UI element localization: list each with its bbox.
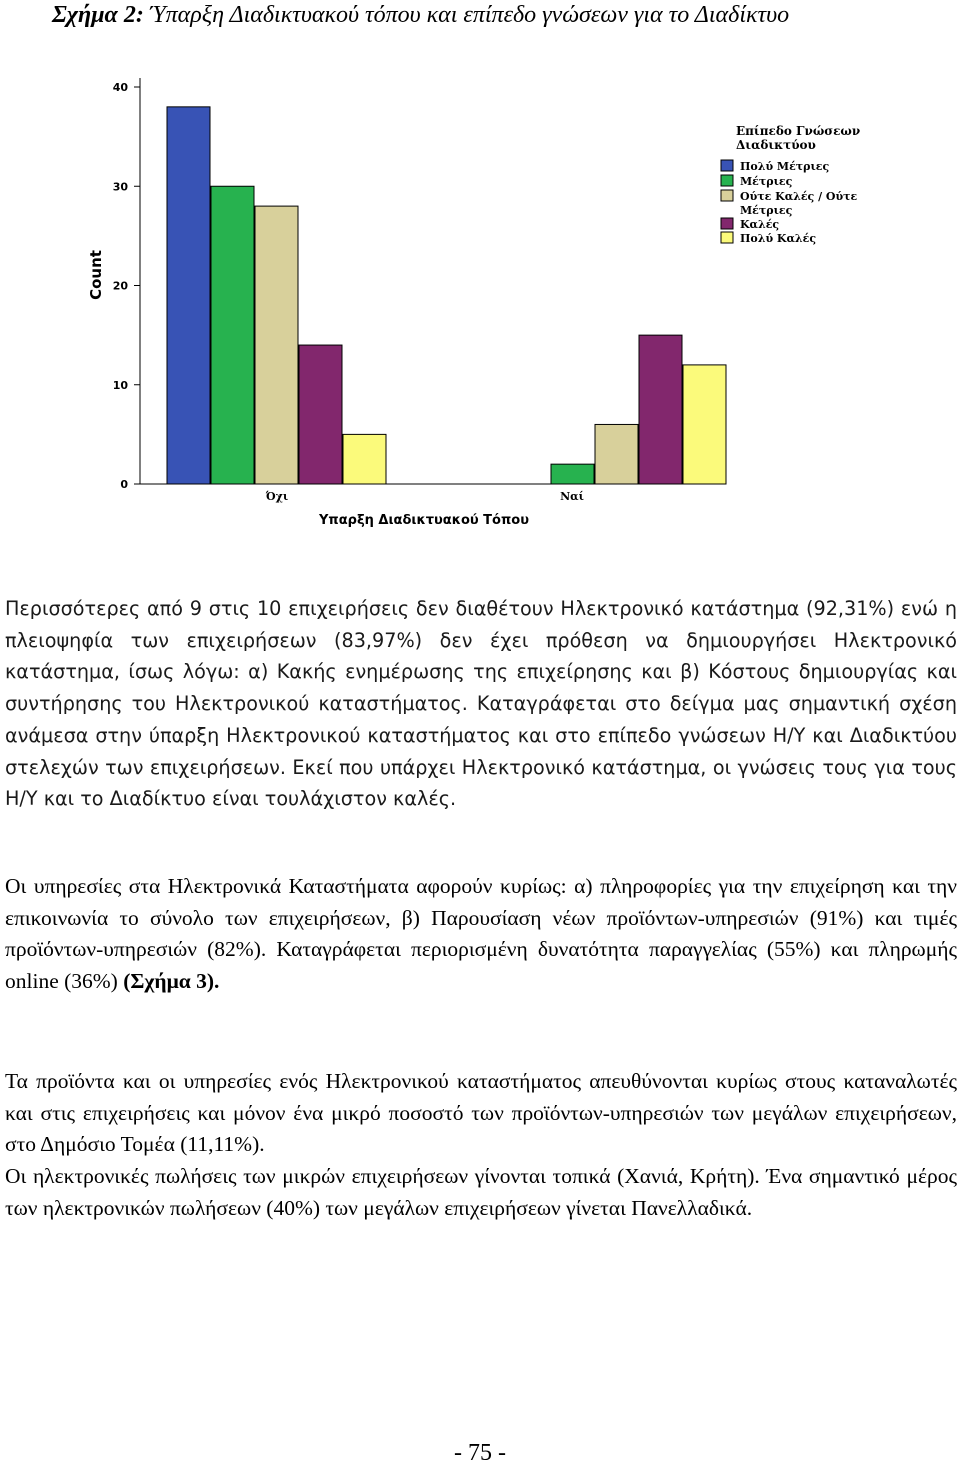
legend-swatch bbox=[721, 218, 733, 229]
legend-title-line1: Επίπεδο Γνώσεων bbox=[736, 124, 861, 138]
legend-label: Μέτριες bbox=[740, 175, 793, 188]
x-category-label: Ναί bbox=[560, 490, 584, 503]
y-tick-label: 0 bbox=[120, 478, 128, 491]
bar bbox=[343, 434, 386, 484]
y-tick-label: 10 bbox=[112, 378, 128, 392]
paragraph-1: Περισσότερες από 9 στις 10 επιχειρήσεις δεν διαθέτουν Ηλεκτρονικό κατάστημα (92,31%) ενώ η πλειοψηφία των επιχειρήσεων (83,97%) δεν έχει πρόθεση να δημιουργήσει Ηλεκτρονικό κατάστημα, ίσως λόγω: α) Κακής ενημέρωσης της επιχείρησης και β) Κόστους δημιουργίας και συντήρησης του Ηλεκτρονικού καταστήματος. Καταγράφεται στο δείγμα μας σημαντική σχέση ανάμεσα στην ύπαρξη Ηλεκτρονικού καταστήματος και στο επίπεδο γνώσεων Η/Υ και Διαδικτύου στελεχών των επιχειρήσεων. Εκεί που υπάρχει Ηλεκτρονικό κατάστημα, οι γνώσεις τους για τους Η/Υ και το Διαδίκτυο είναι τουλάχιστον καλές. bbox=[5, 597, 957, 811]
y-tick-label: 40 bbox=[112, 81, 128, 94]
figure-3-reference: (Σχήμα 3). bbox=[123, 969, 220, 994]
page-number: - 75 - bbox=[454, 1440, 506, 1466]
legend-swatch bbox=[721, 175, 733, 186]
y-tick-label: 30 bbox=[112, 180, 128, 194]
paragraph-2-text: Οι υπηρεσίες στα Ηλεκτρονικά Καταστήματα αφορούν κυρίως: α) πληροφορίες για την επιχείρηση και την επικοινωνία το σύνολο των επιχειρήσεων, β) Παρουσίαση νέων προϊόντων-υπηρεσιών (91%) και τιμές προϊόντων-υπηρεσιών (82%). Καταγράφεται περιορισμένη δυνατότητα παραγγελίας (55%) και πληρωμής online (36%) bbox=[5, 874, 957, 994]
legend-label: Ούτε Καλές / Ούτε bbox=[740, 190, 858, 203]
legend-title-line2: Διαδικτύου bbox=[736, 138, 816, 152]
legend-label: Πολύ Καλές bbox=[740, 232, 817, 245]
paragraph-2 bbox=[5, 871, 957, 998]
x-axis-label: Υπαρξη Διαδικτυακού Τόπου bbox=[319, 513, 529, 528]
bar bbox=[551, 464, 594, 484]
legend-label: Καλές bbox=[740, 218, 780, 231]
y-axis-label: Count bbox=[87, 250, 105, 300]
bar bbox=[639, 335, 682, 484]
x-category-label: Όχι bbox=[265, 490, 289, 503]
paragraph-3: Τα προϊόντα και οι υπηρεσίες ενός Ηλεκτρονικού καταστήματος απευθύνονται κυρίως στους καταναλωτές και στις επιχειρήσεις και μόνον ένα μικρό ποσοστό των προϊόντων-υπηρεσιών των μεγάλων επιχειρήσεων, στο Δημόσιο Τομέα (11,11%). bbox=[5, 1069, 957, 1157]
legend-swatch bbox=[721, 190, 733, 201]
bar bbox=[167, 107, 210, 484]
legend-label: Πολύ Μέτριες bbox=[740, 160, 830, 173]
bar bbox=[255, 206, 298, 484]
bar bbox=[299, 345, 342, 484]
legend-label-continuation: Μέτριες bbox=[740, 204, 793, 217]
legend-swatch bbox=[721, 160, 733, 171]
legend-swatch bbox=[721, 232, 733, 243]
bar bbox=[595, 424, 638, 484]
paragraph-4: Οι ηλεκτρονικές πωλήσεις των μικρών επιχειρήσεων γίνονται τοπικά (Χανιά, Κρήτη). Ένα σημαντικό μέρος των ηλεκτρονικών πωλήσεων (40%) των μεγάλων επιχειρήσεων γίνεται Πανελλαδικά. bbox=[5, 1164, 957, 1220]
bar-chart bbox=[0, 0, 960, 560]
figure-caption-text: Ύπαρξη Διαδικτυακού τόπου και επίπεδο γνώσεων για το Διαδίκτυο bbox=[149, 2, 790, 28]
bar bbox=[683, 365, 726, 484]
figure-caption-label: Σχήμα 2: bbox=[52, 2, 144, 28]
y-tick-label: 20 bbox=[112, 279, 128, 293]
bar bbox=[211, 186, 254, 484]
